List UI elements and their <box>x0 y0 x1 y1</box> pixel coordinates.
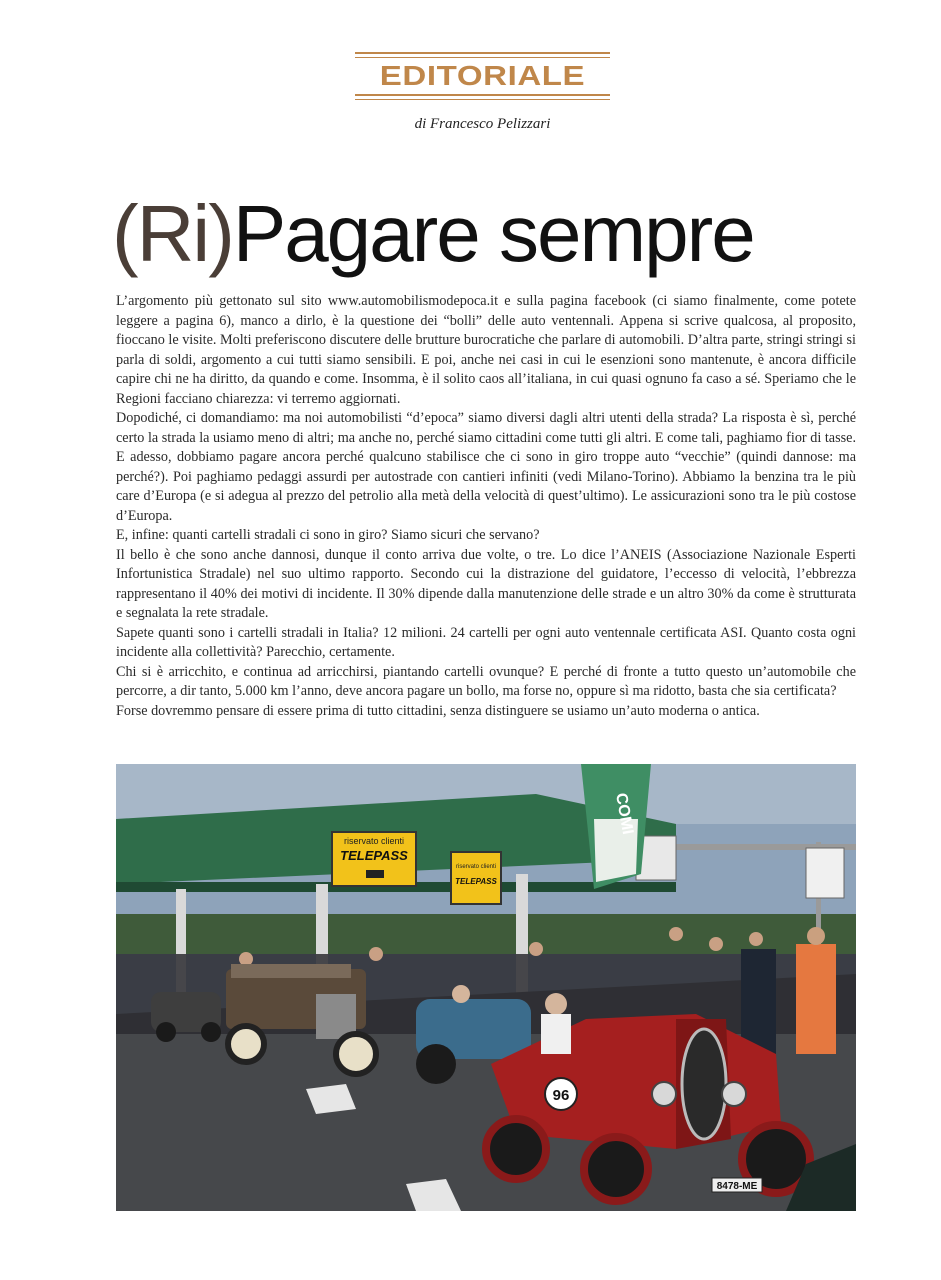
sign-small-line1: riservato clienti <box>455 864 497 870</box>
spectator <box>709 937 723 951</box>
paragraph: E, infine: quanti cartelli stradali ci sono in giro? Siamo sicuri che servano? <box>116 527 540 543</box>
spectator <box>239 952 253 966</box>
spectator <box>529 942 543 956</box>
driver-head <box>452 985 470 1003</box>
headline <box>112 188 862 280</box>
radiator-grille <box>682 1029 726 1139</box>
paragraph: Sapete quanti sono i cartelli stradali in Italia? 12 milioni. 24 cartelli per ogni auto ventennale certificata ASI. Quanto costa ogni incidente alla collettività? Parecchio, certamente. <box>116 624 856 660</box>
sign-large-line2: TELEPASS <box>340 848 408 863</box>
race-number: 96 <box>552 1087 570 1104</box>
wheel <box>336 1034 376 1074</box>
car-roof <box>231 964 351 978</box>
paragraph: Chi si è arricchito, e continua ad arricchirsi, piantando cartelli ovunque? E perché di fronte a tutto questo un’automobile che percorre, a dir tanto, 5.000 km l’anno, deve ancora pagare un bollo, ma forse no, oppure sì ma ridotto, basta che sia certificata? <box>116 663 856 699</box>
spectator <box>669 927 683 941</box>
wheel <box>416 1044 456 1084</box>
wheel <box>201 1022 221 1042</box>
paragraph: Dopodiché, ci domandiamo: ma noi automobilisti “d’epoca” siamo diversi dagli altri utenti della strada? La risposta è sì, perché certo la strada la usiamo meno di altri; ma anche no, perché siamo cittadini come tutti gli altri. E come tali, paghiamo fior di tasse. E adesso, dobbiamo pagare ancora perché qualcuno stabilisce che ci sono in giro troppe auto “vecchie” (quindi dannose: ma perché?). Poi paghiamo pedaggi assurdi per autostrade con cantieri infiniti (vedi Milano-Torino). Abbiamo la benzina tra le più care d’Europa (e si adegua al prezzo del petrolio alla metà della velocità di quest’ultimo). Le assicurazioni sono tra le più costose d’Europa. <box>116 410 856 524</box>
spectator <box>369 947 383 961</box>
driver-shirt <box>541 1014 571 1054</box>
masthead-rule <box>355 99 610 101</box>
headline-main: Pagare sempre <box>232 189 754 278</box>
photo-illustration <box>116 764 856 1211</box>
wheel <box>228 1026 264 1062</box>
wheel <box>584 1137 648 1201</box>
paragraph: Il bello è che sono anche dannosi, dunque il conto arriva due volte, o tre. Lo dice l’ANEIS (Associazione Nazionale Esperti Infortunistica Stradale) nel suo ultimo rapporto. Secondo cui la distrazione del guidatore, l’eccesso di velocità, l’ebbrezza rappresentano il 40% dei motivi di incidente. Il 30% dipende dalla manutenzione delle strade e un altro 30% da come è strutturata e segnalata la rete stradale. <box>116 546 856 621</box>
masthead-rule <box>355 52 610 54</box>
article-photo <box>116 764 856 1211</box>
section-title: EDITORIALE <box>379 60 586 91</box>
banner-text: COMI <box>612 791 637 836</box>
paragraph: L’argomento più gettonato sul sito www.automobilismodepoca.it e sulla pagina facebook (ci siamo finalmente, come potete leggere a pagina 6), manco a dirlo, è la questione dei “bolli” delle auto ventennali. Appena si scrive qualcosa, al proposito, fioccano le visite. Molti preferiscono discutere delle brutture burocratiche che parlare di automobili. D’altra parte, stringi stringi si parla di soldi, argomento a cui tutti siamo sensibili. E poi, anche nei casi in cui le esenzioni sono mantenute, è ancora difficile capire chi ne ha diritto, da quando e come. Insomma, è il solito caos all’italiana, in cui quasi ognuno fa caso a sé. Speriamo che le Regioni facciano chiarezza: vi terremo aggiornati. <box>116 293 856 407</box>
paragraph: Forse dovremmo pensare di essere prima di tutto cittadini, senza distinguere se usiamo un’auto moderna o antica. <box>116 702 760 719</box>
wheel <box>486 1119 546 1179</box>
road-sign <box>806 848 844 898</box>
sign-lights <box>366 870 384 878</box>
wheel <box>156 1022 176 1042</box>
sign-small-line2: TELEPASS <box>455 877 497 886</box>
sign-large-line1: riservato clienti <box>343 836 405 846</box>
headlamp <box>722 1082 746 1106</box>
article-body <box>116 292 856 721</box>
driver-head <box>545 993 567 1015</box>
byline: di Francesco Pelizzari <box>414 116 551 132</box>
masthead-rule <box>355 94 610 96</box>
masthead <box>355 52 610 103</box>
spectator <box>749 932 763 946</box>
spectator-orange-dress <box>796 944 836 1054</box>
masthead-rule <box>355 57 610 59</box>
headline-prefix: (Ri) <box>112 189 233 278</box>
plate-text: 8478-ME <box>716 1181 758 1192</box>
tree-line <box>116 914 856 954</box>
spectator-head <box>807 927 825 945</box>
headlamp <box>652 1082 676 1106</box>
